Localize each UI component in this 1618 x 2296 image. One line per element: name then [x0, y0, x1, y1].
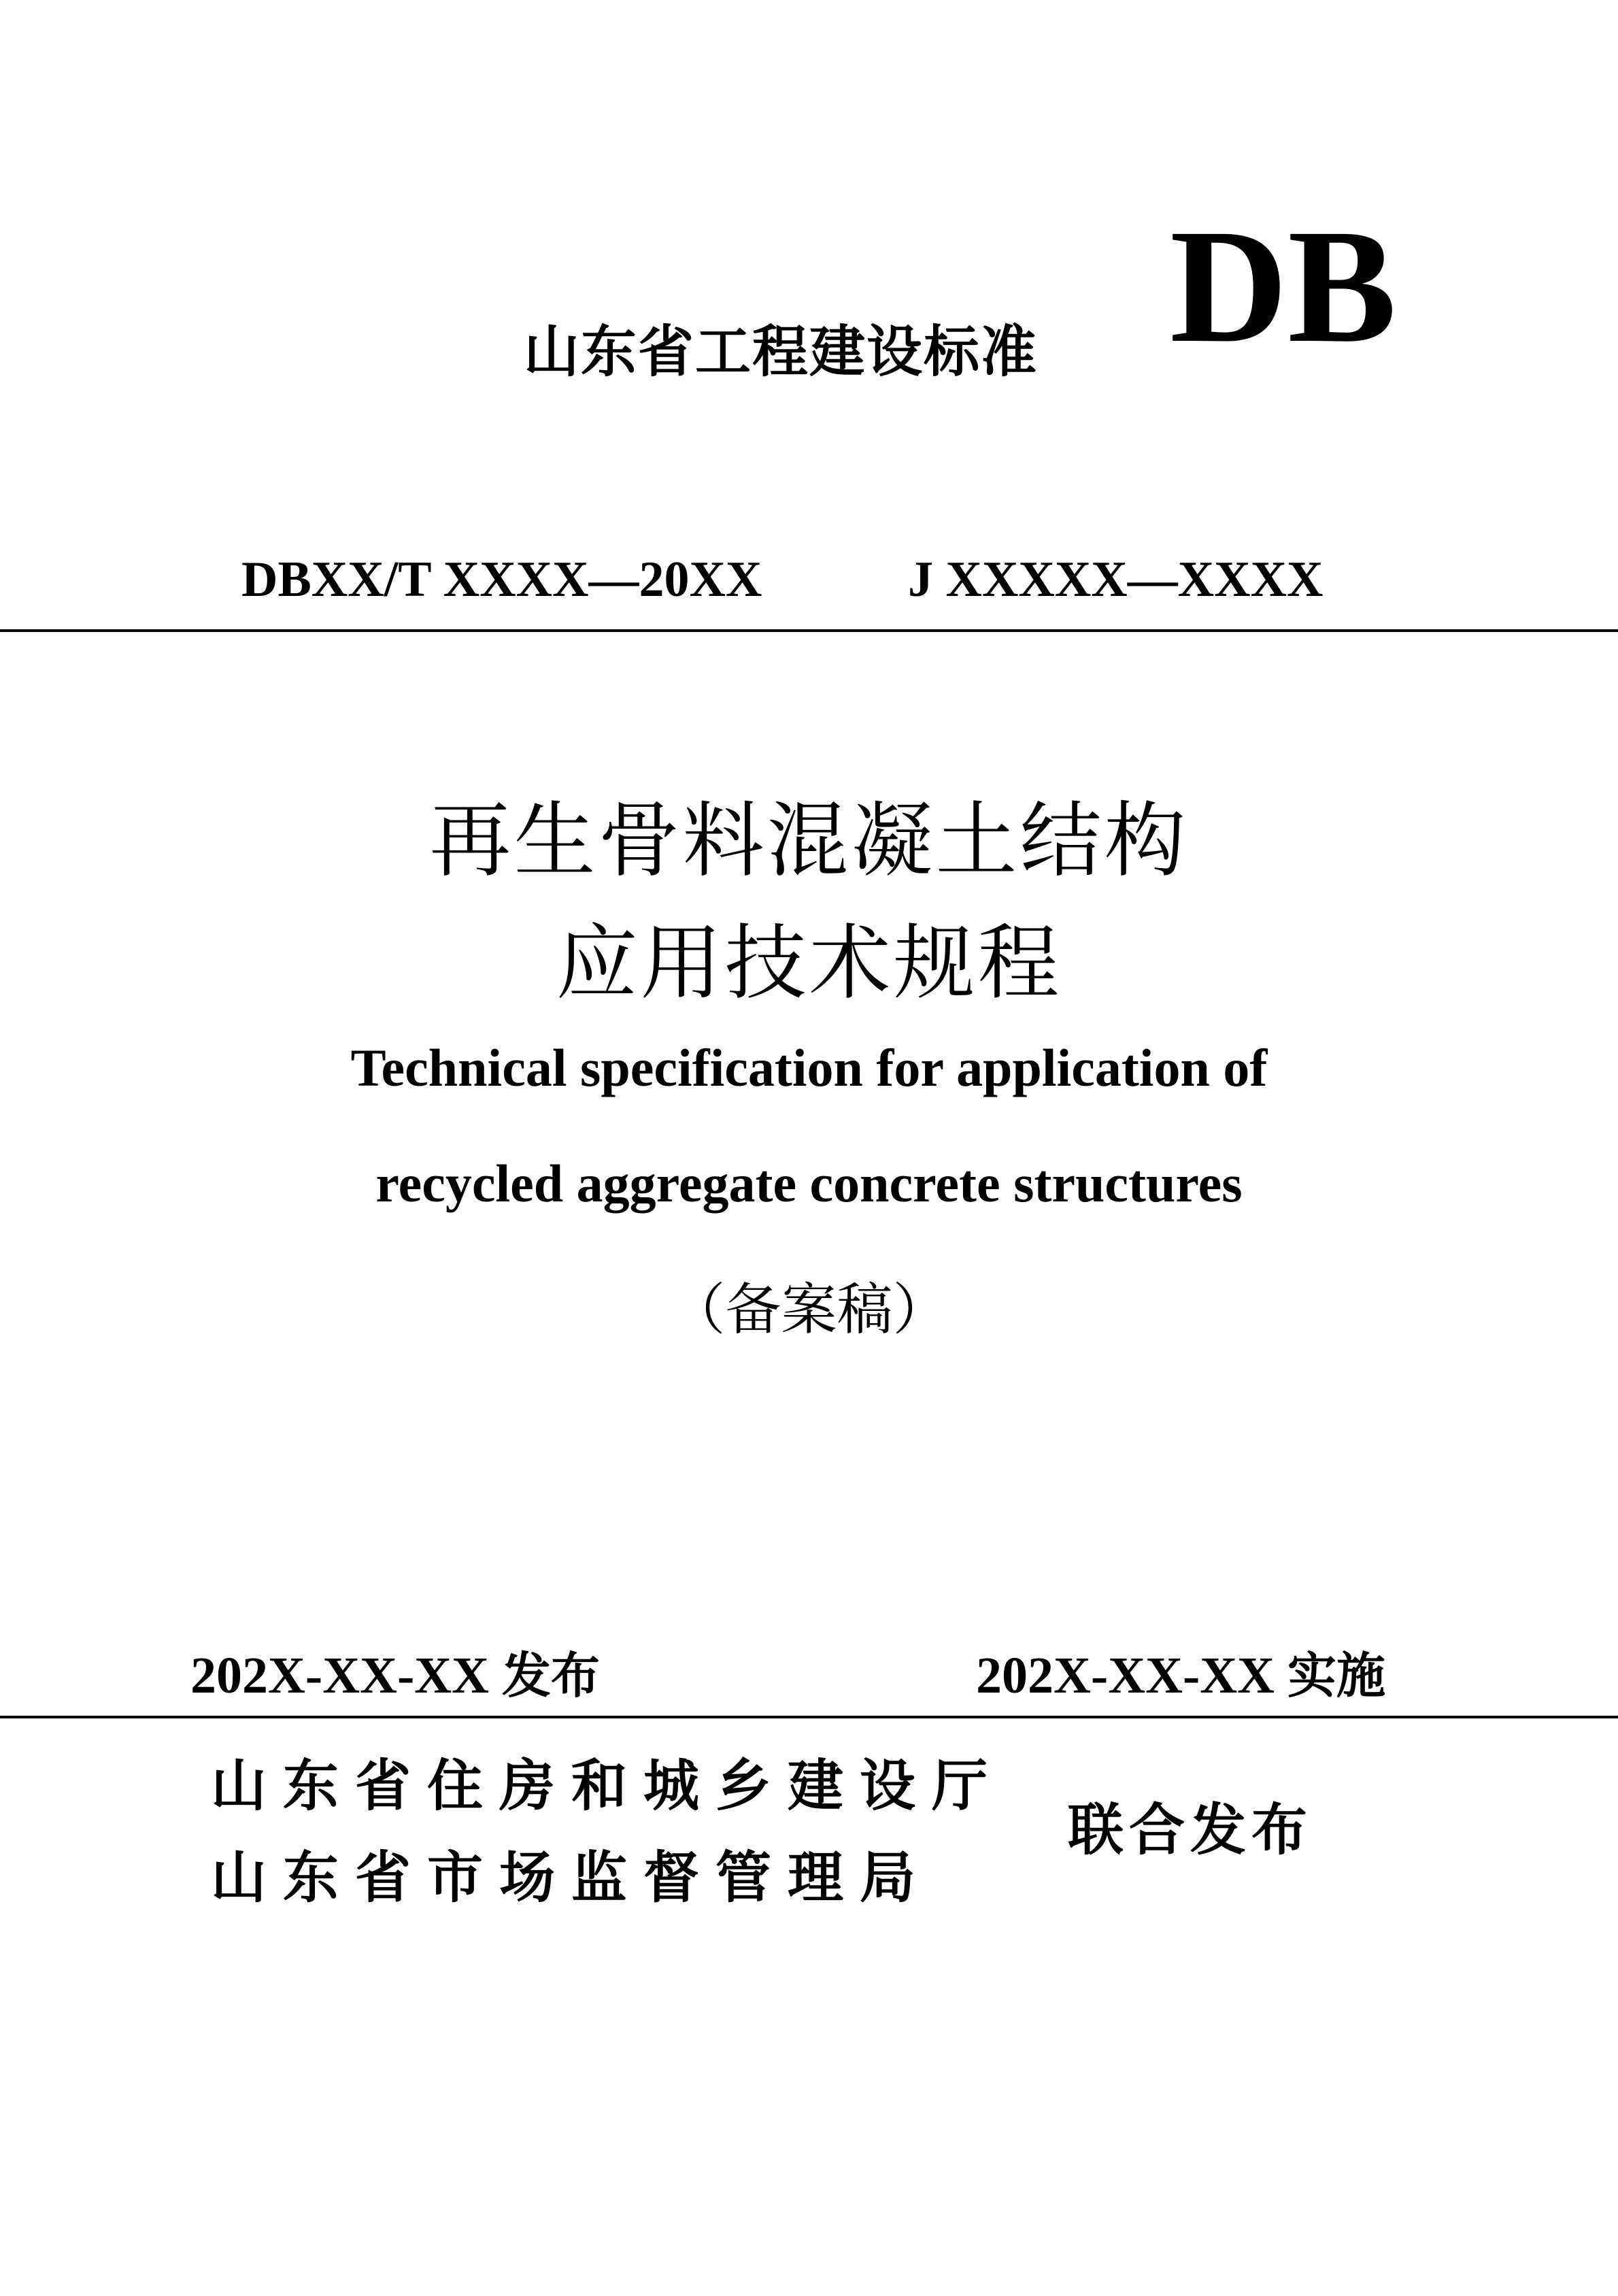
standard-mark: DB [1170, 195, 1397, 376]
title-cn-line1: 再生骨料混凝土结构 [429, 794, 1189, 888]
title-cn-line2: 应用技术规程 [556, 916, 1062, 1011]
publish-date-line [190, 1636, 600, 1707]
issuer-org-1: 山东省住房和城乡建设厅 [211, 1754, 1005, 1818]
title-en-line1: Technical specification for application of [350, 1038, 1268, 1097]
header-divider [0, 629, 1618, 632]
standard-category: 山东省工程建设标准 [524, 320, 1039, 384]
publish-label: 发布 [502, 1647, 601, 1704]
title-en-line2: recycled aggregate concrete structures [375, 1154, 1243, 1213]
implement-label: 实施 [1287, 1647, 1386, 1704]
standard-number: DBXX/T XXXX—20XX [241, 552, 762, 608]
draft-status: （备案稿） [669, 1278, 949, 1342]
implement-date-line [976, 1636, 1385, 1707]
issuer-org-2: 山东省市场监督管理局 [211, 1846, 932, 1910]
publish-date: 202X-XX-XX [190, 1647, 490, 1704]
footer-divider [0, 1716, 1618, 1718]
implement-date: 202X-XX-XX [976, 1647, 1275, 1704]
filing-number: J XXXXX—XXXX [908, 552, 1324, 608]
joint-publish-label: 联合发布 [1068, 1798, 1313, 1863]
